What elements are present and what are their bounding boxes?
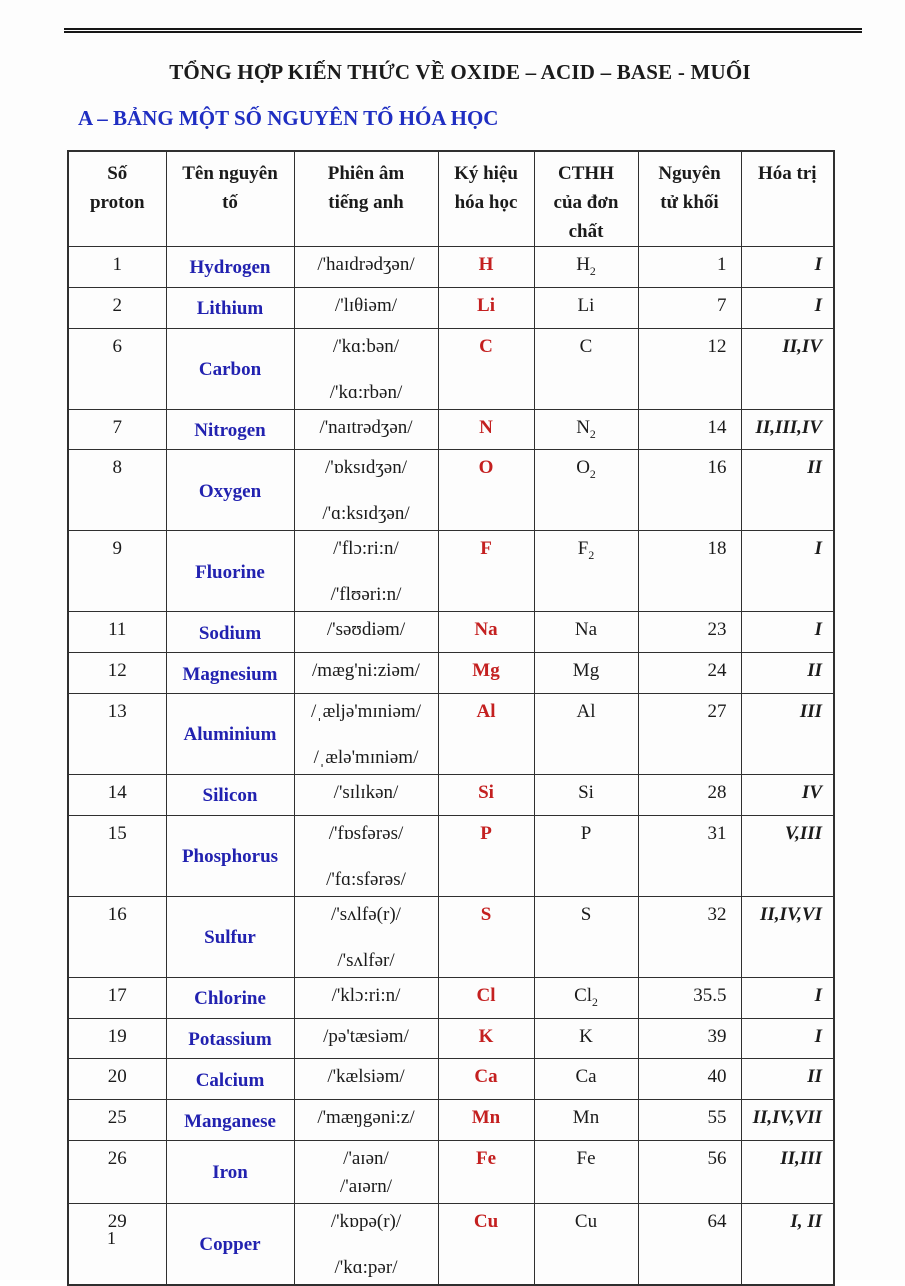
table-header [68,151,834,247]
formula-base: S [580,903,592,925]
page-number: 1 [107,1228,116,1248]
proton-count-cell: 13 [68,693,166,774]
header-line: hóa học [454,192,518,213]
formula-base: Mn [572,1107,600,1129]
phonetic-cell [294,287,438,328]
symbol-cell: Al [438,693,534,774]
phonetic-variant: /pə'tæsiəm/ [323,1025,409,1047]
symbol-cell: F [438,531,534,612]
formula-base: O [576,457,590,479]
table-row [68,287,834,328]
formula-base: Cl [574,984,593,1006]
table-row [68,1059,834,1100]
atomic-mass-cell: 64 [638,1203,741,1285]
header-ten-nguyen-to [166,151,294,247]
element-name-cell: Hydrogen [166,247,294,288]
header-ky-hieu [438,151,534,247]
header-line: của đơn [553,192,619,213]
atomic-mass-cell: 32 [638,896,741,977]
valence-cell: II,IV,VII [741,1100,834,1141]
symbol-cell: C [438,328,534,409]
symbol-cell: Si [438,774,534,815]
formula-cell [534,247,638,288]
atomic-mass-cell: 31 [638,815,741,896]
symbol-cell: Mg [438,653,534,694]
element-name-cell: Magnesium [166,653,294,694]
header-cthh [534,151,638,247]
element-name-cell: Nitrogen [166,409,294,450]
valence-cell: I [741,247,834,288]
phonetic-variant: /ˌæljə'mɪniəm/ [310,700,422,722]
formula-cell [534,531,638,612]
header-line: tiếng anh [328,192,404,213]
header-line: Ký hiệu [454,163,518,184]
header-line: Hóa trị [757,163,817,184]
phonetic-variant: /'kɑ:pər/ [334,1256,398,1278]
table-row [68,450,834,531]
phonetic-variant: /'sʌlfə(r)/ [331,903,401,925]
table-row [68,409,834,450]
proton-count-cell: 7 [68,409,166,450]
formula-cell [534,287,638,328]
symbol-cell: Li [438,287,534,328]
table-row [68,612,834,653]
formula-base: F [577,538,589,560]
header-line: tố [222,192,238,213]
formula-base: Fe [576,1147,596,1169]
valence-cell: I [741,977,834,1018]
phonetic-variant: /'klɔ:ri:n/ [331,984,401,1006]
atomic-mass-cell: 7 [638,287,741,328]
table-row [68,328,834,409]
atomic-mass-cell: 24 [638,653,741,694]
phonetic-cell [294,693,438,774]
element-name-cell: Copper [166,1203,294,1285]
table-header-row [68,151,834,247]
phonetic-variant: /'aɪərn/ [340,1175,392,1197]
atomic-mass-cell: 14 [638,409,741,450]
formula-base: Li [577,294,595,316]
header-phien-am [294,151,438,247]
atomic-mass-cell: 39 [638,1018,741,1059]
phonetic-cell [294,612,438,653]
proton-count-cell: 8 [68,450,166,531]
symbol-cell: Na [438,612,534,653]
element-name-cell: Chlorine [166,977,294,1018]
table-row [68,531,834,612]
header-hoa-tri [741,151,834,247]
phonetic-cell [294,774,438,815]
formula-cell [534,612,638,653]
formula-subscript: 2 [588,549,595,563]
valence-cell: II,IV,VI [741,896,834,977]
atomic-mass-cell: 12 [638,328,741,409]
element-name-cell: Calcium [166,1059,294,1100]
phonetic-variant: /'kɑ:rbən/ [329,381,403,403]
valence-cell: II,III [741,1140,834,1203]
phonetic-cell [294,1059,438,1100]
formula-base: P [580,822,592,844]
table-row [68,653,834,694]
symbol-cell: O [438,450,534,531]
valence-cell: I [741,612,834,653]
atomic-mass-cell: 55 [638,1100,741,1141]
top-rule [64,28,862,33]
element-name-cell: Sulfur [166,896,294,977]
valence-cell: I [741,1018,834,1059]
formula-cell [534,815,638,896]
symbol-cell: Mn [438,1100,534,1141]
section-heading: A – BẢNG MỘT SỐ NGUYÊN TỐ HÓA HỌC [78,106,499,130]
element-name-cell: Fluorine [166,531,294,612]
phonetic-variant: /'haɪdrədʒən/ [317,254,415,275]
phonetic-variant: /'flɔ:ri:n/ [333,538,399,560]
symbol-cell: Fe [438,1140,534,1203]
proton-count-cell: 17 [68,977,166,1018]
header-line: tử khối [660,192,719,213]
symbol-cell: Cl [438,977,534,1018]
page-title: TỔNG HỢP KIẾN THỨC VỀ OXIDE – ACID – BASE - MUỐI [169,60,751,84]
formula-base: H [576,254,590,275]
elements-table [67,150,835,1286]
header-nguyen-tu-khoi [638,151,741,247]
valence-cell: II [741,653,834,694]
symbol-cell: K [438,1018,534,1059]
formula-base: C [579,335,593,357]
valence-cell: V,III [741,815,834,896]
symbol-cell: N [438,409,534,450]
atomic-mass-cell: 23 [638,612,741,653]
phonetic-cell [294,328,438,409]
proton-count-cell: 1 [68,247,166,288]
proton-count-cell: 15 [68,815,166,896]
phonetic-variant: /'lɪθiəm/ [334,294,398,316]
proton-count-cell: 14 [68,774,166,815]
proton-count-cell: 6 [68,328,166,409]
table-row [68,977,834,1018]
atomic-mass-cell: 35.5 [638,977,741,1018]
phonetic-cell [294,896,438,977]
phonetic-variant: /ˌælə'mɪniəm/ [313,746,419,768]
formula-cell [534,653,638,694]
atomic-mass-cell: 27 [638,693,741,774]
phonetic-cell [294,409,438,450]
phonetic-cell [294,653,438,694]
valence-cell: II,III,IV [741,409,834,450]
phonetic-cell [294,247,438,288]
valence-cell: II,IV [741,328,834,409]
valence-cell: I [741,287,834,328]
symbol-cell: P [438,815,534,896]
header-line: proton [89,192,145,213]
formula-base: Mg [572,660,600,682]
phonetic-cell [294,1018,438,1059]
formula-subscript: 2 [589,468,596,482]
formula-cell [534,1059,638,1100]
element-name-cell: Phosphorus [166,815,294,896]
element-name-cell: Oxygen [166,450,294,531]
formula-cell [534,450,638,531]
phonetic-variant: /'flʊəri:n/ [330,584,402,606]
element-name-cell: Silicon [166,774,294,815]
proton-count-cell: 26 [68,1140,166,1203]
phonetic-variant: /'ɒksɪdʒən/ [325,457,407,479]
phonetic-cell [294,977,438,1018]
formula-cell [534,328,638,409]
header-so-proton [68,151,166,247]
valence-cell: I, II [741,1203,834,1285]
proton-count-cell: 12 [68,653,166,694]
phonetic-cell [294,1100,438,1141]
formula-cell [534,774,638,815]
phonetic-variant: /'sʌlfər/ [337,949,395,971]
phonetic-variant: /'kɒpə(r)/ [330,1210,402,1232]
atomic-mass-cell: 40 [638,1059,741,1100]
table-row [68,815,834,896]
formula-cell [534,1203,638,1285]
atomic-mass-cell: 56 [638,1140,741,1203]
proton-count-cell: 20 [68,1059,166,1100]
formula-base: Ca [575,1066,597,1088]
formula-cell [534,1100,638,1141]
proton-count-cell: 9 [68,531,166,612]
phonetic-cell [294,1140,438,1203]
symbol-cell: Cu [438,1203,534,1285]
atomic-mass-cell: 16 [638,450,741,531]
symbol-cell: S [438,896,534,977]
proton-count-cell: 29 [68,1203,166,1285]
table-row [68,1100,834,1141]
element-name-cell: Sodium [166,612,294,653]
proton-count-cell: 16 [68,896,166,977]
element-name-cell: Carbon [166,328,294,409]
formula-base: N [576,416,590,438]
formula-base: K [579,1025,593,1047]
header-line: CTHH [558,163,614,184]
phonetic-variant: /'aɪən/ [343,1147,389,1169]
formula-subscript: 2 [589,427,596,441]
phonetic-variant: /'fɑ:sfərəs/ [326,868,406,890]
phonetic-cell [294,450,438,531]
phonetic-variant: /'sɪlɪkən/ [333,781,399,803]
phonetic-variant: /'ɑ:ksɪdʒən/ [322,503,410,525]
phonetic-variant: /'naɪtrədʒən/ [319,416,413,438]
formula-subscript: 2 [589,264,596,278]
table-row [68,1140,834,1203]
phonetic-cell [294,531,438,612]
symbol-cell: H [438,247,534,288]
header-line: Phiên âm [327,163,405,184]
formula-cell [534,977,638,1018]
proton-count-cell: 11 [68,612,166,653]
valence-cell: I [741,531,834,612]
element-name-cell: Iron [166,1140,294,1203]
formula-base: Na [574,619,598,641]
formula-base: Al [576,700,596,722]
element-name-cell: Manganese [166,1100,294,1141]
header-line: chất [568,221,604,242]
phonetic-cell [294,1203,438,1285]
formula-cell [534,1140,638,1203]
valence-cell: II [741,1059,834,1100]
element-name-cell: Lithium [166,287,294,328]
header-line: Số [107,163,128,184]
proton-count-cell: 19 [68,1018,166,1059]
phonetic-variant: /mæg'ni:ziəm/ [312,660,420,682]
table-row [68,1018,834,1059]
proton-count-cell: 25 [68,1100,166,1141]
phonetic-variant: /'mæŋgəni:z/ [317,1107,415,1129]
phonetic-cell [294,815,438,896]
header-line: Nguyên [658,163,721,184]
table-row [68,247,834,288]
atomic-mass-cell: 1 [638,247,741,288]
atomic-mass-cell: 18 [638,531,741,612]
formula-base: Si [578,781,594,803]
formula-base: Cu [574,1210,598,1232]
valence-cell: III [741,693,834,774]
table-row [68,1203,834,1285]
formula-subscript: 2 [592,995,598,1009]
table-row [68,774,834,815]
formula-cell [534,409,638,450]
formula-cell [534,693,638,774]
element-name-cell: Potassium [166,1018,294,1059]
phonetic-variant: /'fɒsfərəs/ [328,822,404,844]
valence-cell: II [741,450,834,531]
phonetic-variant: /'kælsiəm/ [327,1066,405,1088]
phonetic-variant: /'kɑ:bən/ [332,335,400,357]
symbol-cell: Ca [438,1059,534,1100]
formula-cell [534,1018,638,1059]
header-line: Tên nguyên [182,163,278,184]
table-row [68,896,834,977]
table-row [68,693,834,774]
valence-cell: IV [741,774,834,815]
phonetic-variant: /'səʊdiəm/ [326,619,406,641]
formula-cell [534,896,638,977]
element-name-cell: Aluminium [166,693,294,774]
atomic-mass-cell: 28 [638,774,741,815]
proton-count-cell: 2 [68,287,166,328]
